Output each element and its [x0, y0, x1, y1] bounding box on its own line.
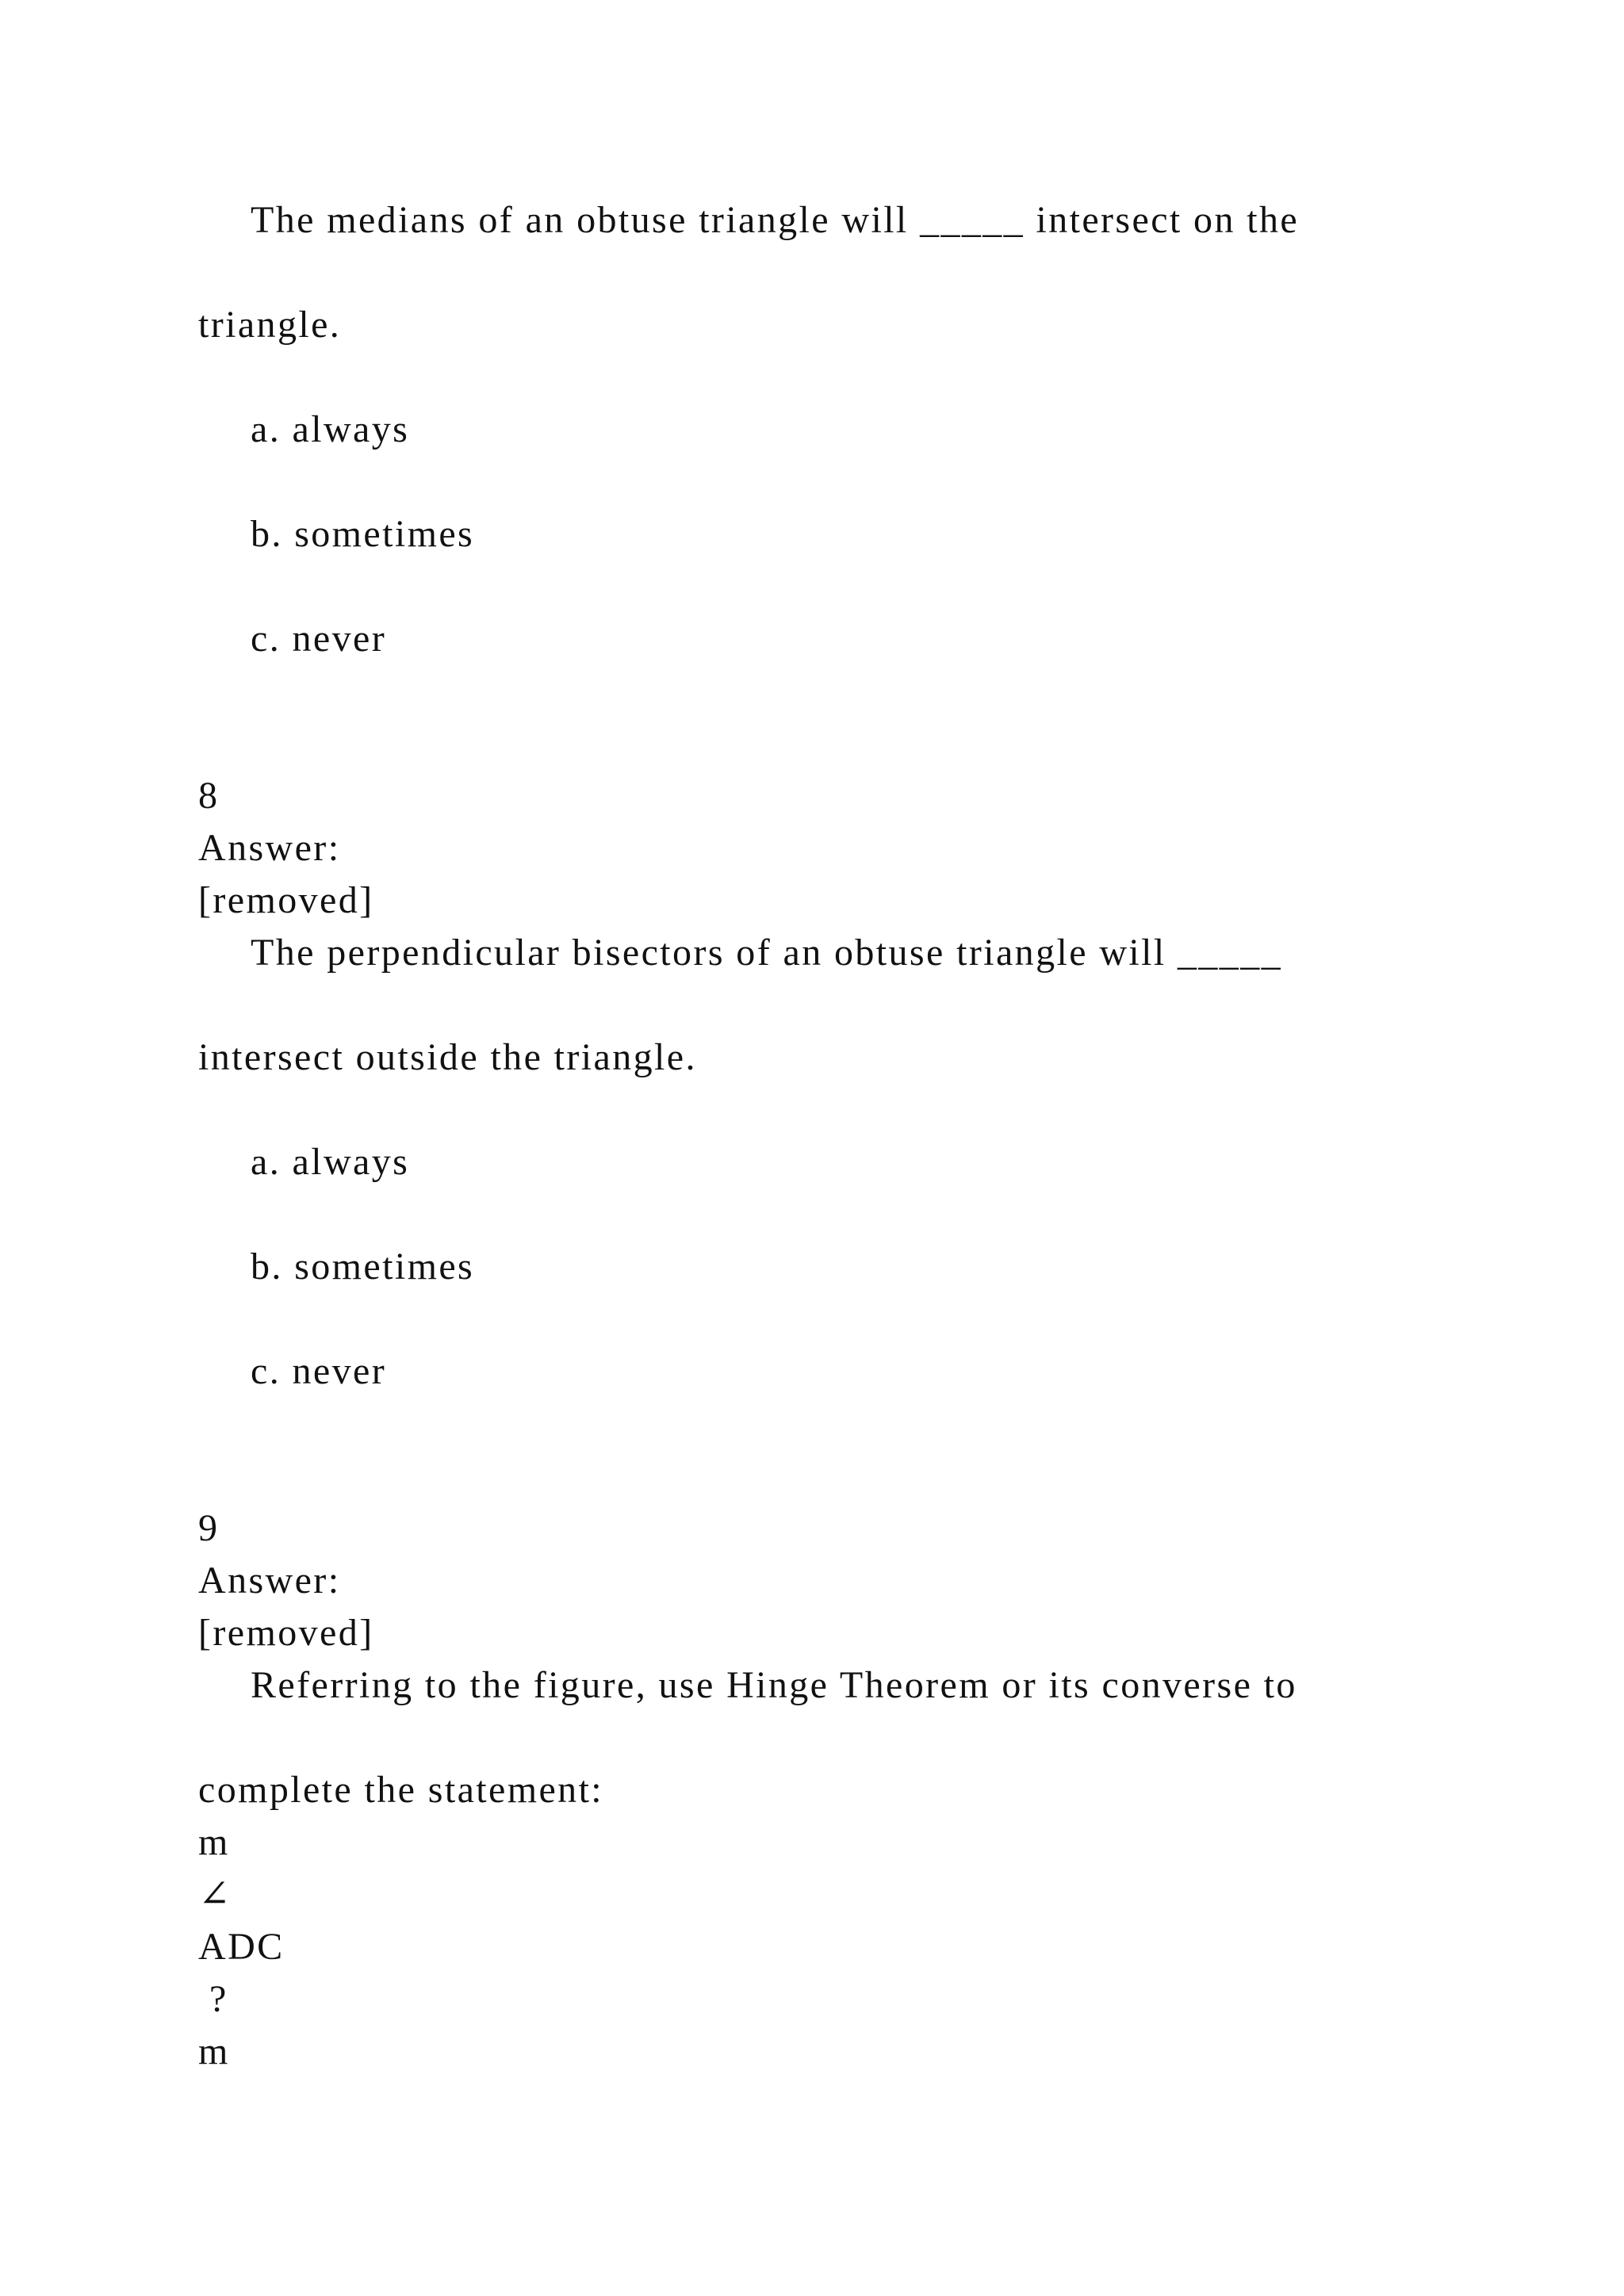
question-8-text-line-1: The perpendicular bisectors of an obtuse triangle will _____ — [251, 932, 1282, 974]
statement-comparison-placeholder: ? — [209, 1978, 228, 2020]
question-7-option-c: c. never — [251, 618, 387, 660]
question-9-number: 9 — [198, 1507, 220, 1549]
question-7-text-line-1: The medians of an obtuse triangle will _____ intersect on the — [251, 199, 1300, 241]
question-8-option-b: b. sometimes — [251, 1246, 475, 1288]
statement-angle-name: ADC — [198, 1926, 285, 1968]
question-8-option-c: c. never — [251, 1350, 387, 1392]
question-9-answer-label: Answer: — [198, 1559, 341, 1601]
question-9-text-line-1: Referring to the figure, use Hinge Theorem or its converse to — [251, 1664, 1297, 1706]
question-8-answer-value: [removed] — [198, 879, 374, 921]
question-9-text-line-2: complete the statement: — [198, 1769, 604, 1811]
question-7-option-b: b. sometimes — [251, 513, 475, 555]
question-7-option-a: a. always — [251, 408, 410, 450]
question-8-answer-label: Answer: — [198, 827, 341, 869]
angle-symbol: ∠ — [198, 1873, 232, 1915]
question-9-answer-value: [removed] — [198, 1612, 374, 1654]
question-7-text-line-2: triangle. — [198, 304, 342, 346]
question-8-number: 8 — [198, 775, 220, 817]
question-8-text-line-2: intersect outside the triangle. — [198, 1036, 697, 1078]
statement-measure-symbol-2: m — [198, 2030, 230, 2072]
question-8-option-a: a. always — [251, 1141, 410, 1183]
statement-measure-symbol-1: m — [198, 1821, 230, 1863]
